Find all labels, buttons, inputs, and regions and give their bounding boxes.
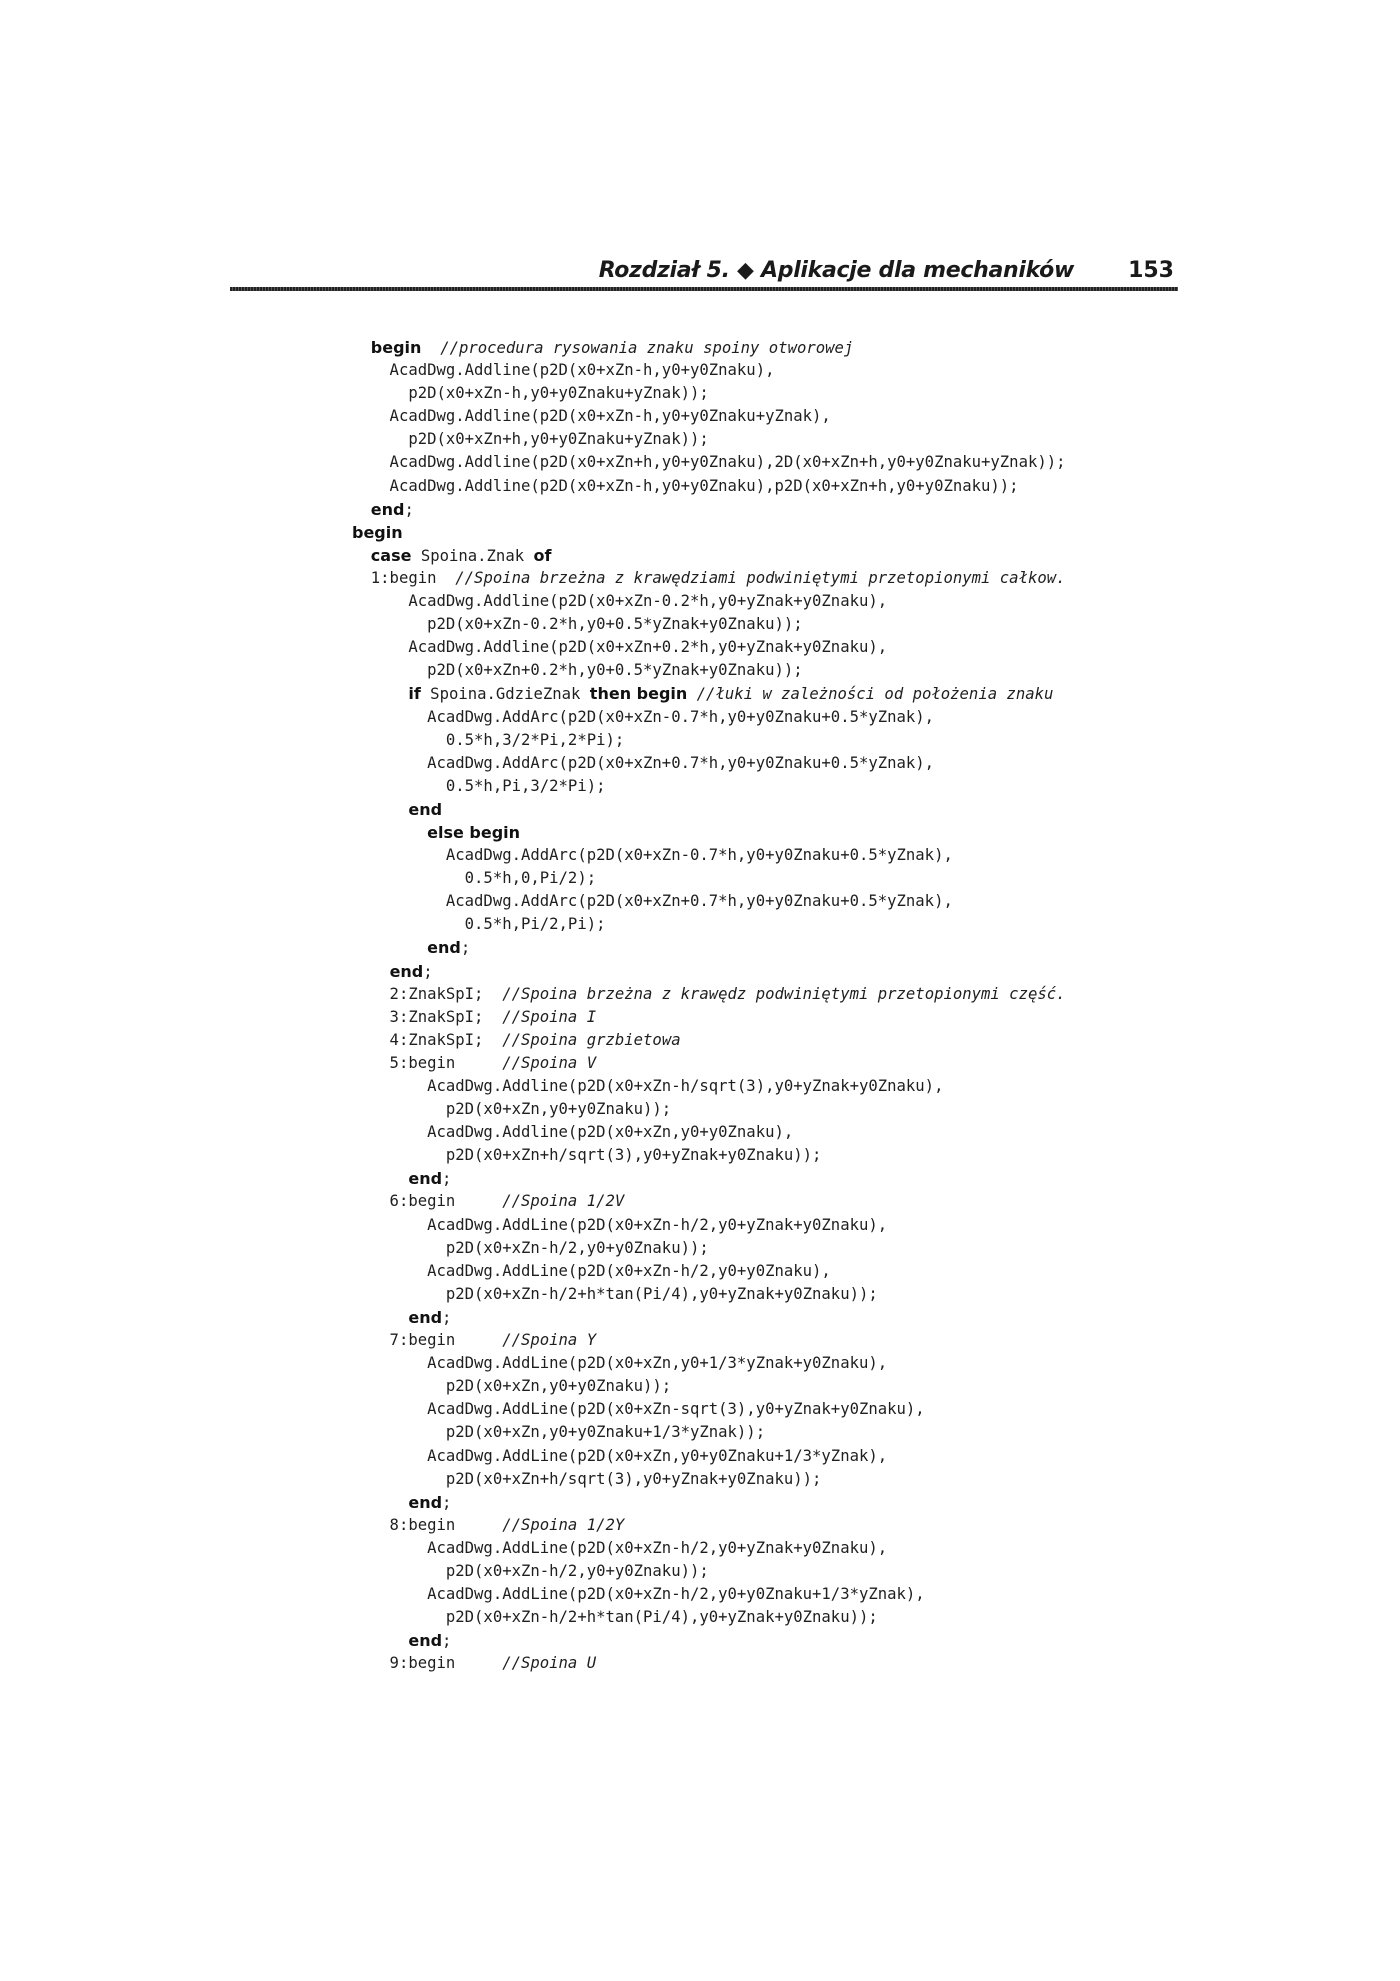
- code-line: [352, 1260, 1152, 1283]
- code-text: [352, 1494, 408, 1512]
- code-comment: //Spoina V: [502, 1053, 597, 1072]
- code-line: [352, 1537, 1152, 1560]
- keyword: then begin: [589, 684, 688, 704]
- code-line: [352, 1329, 1152, 1352]
- code-line: [352, 359, 1152, 382]
- code-text: AcadDwg.Addline(p2D(x0+xZn-h,y0+y0Znaku),: [352, 361, 775, 380]
- code-text: ;: [460, 939, 471, 958]
- code-text: [352, 339, 371, 357]
- code-comment: //Spoina I: [502, 1007, 597, 1026]
- code-line: [352, 1006, 1152, 1029]
- code-text: p2D(x0+xZn,y0+y0Znaku));: [352, 1100, 672, 1119]
- code-text: AcadDwg.AddLine(p2D(x0+xZn,y0+1/3*yZnak+y0Znaku),: [352, 1354, 888, 1373]
- code-line: [352, 960, 1152, 983]
- code-line: [352, 729, 1152, 752]
- code-line: [352, 913, 1152, 936]
- code-line: [352, 1283, 1152, 1306]
- code-text: p2D(x0+xZn-h,y0+y0Znaku+yZnak));: [352, 384, 709, 403]
- keyword: end: [408, 1631, 443, 1651]
- code-comment: //Spoina 1/2Y: [502, 1515, 625, 1534]
- code-text: AcadDwg.Addline(p2D(x0+xZn-h,y0+y0Znaku+yZnak),: [352, 407, 831, 426]
- keyword: case: [370, 545, 412, 565]
- code-text: [352, 963, 390, 981]
- code-text: 7:begin: [352, 1331, 503, 1350]
- code-line: [352, 706, 1152, 729]
- code-text: AcadDwg.Addline(p2D(x0+xZn-h/sqrt(3),y0+yZnak+y0Znaku),: [352, 1077, 944, 1095]
- code-line: [352, 1398, 1152, 1421]
- code-line: [352, 844, 1152, 867]
- code-text: 5:begin: [352, 1053, 503, 1072]
- code-line: [352, 567, 1152, 590]
- code-text: p2D(x0+xZn-h/2+h*tan(Pi/4),y0+yZnak+y0Znaku));: [352, 1284, 878, 1303]
- code-text: [421, 339, 440, 357]
- code-line: [352, 590, 1152, 613]
- header-rule: [230, 287, 1178, 291]
- keyword: of: [533, 545, 552, 565]
- code-text: AcadDwg.AddLine(p2D(x0+xZn-h/2,y0+yZnak+y0Znaku),: [352, 1538, 888, 1557]
- code-text: AcadDwg.Addline(p2D(x0+xZn-h,y0+y0Znaku),p2D(x0+xZn+h,y0+y0Znaku));: [352, 476, 1019, 495]
- code-text: 9:begin: [352, 1654, 503, 1673]
- code-text: ;: [442, 1632, 452, 1651]
- keyword: if: [408, 684, 421, 704]
- code-text: 1:begin: [352, 568, 456, 587]
- code-line: [352, 1167, 1152, 1190]
- code-line: [352, 544, 1152, 567]
- code-line: [352, 1052, 1152, 1075]
- keyword: end: [408, 1492, 443, 1512]
- code-line: [352, 775, 1152, 798]
- code-text: p2D(x0+xZn-h/2,y0+y0Znaku));: [352, 1561, 709, 1580]
- code-text: p2D(x0+xZn-0.2*h,y0+0.5*yZnak+y0Znaku));: [352, 615, 803, 634]
- code-comment: //Spoina brzeżna z krawędziami podwiniętymi przetopionymi całkow.: [455, 568, 1066, 587]
- code-text: AcadDwg.AddArc(p2D(x0+xZn+0.7*h,y0+y0Znaku+0.5*yZnak),: [352, 892, 953, 911]
- code-text: [687, 685, 696, 703]
- code-text: AcadDwg.AddLine(p2D(x0+xZn-h/2,y0+y0Znaku+1/3*yZnak),: [352, 1585, 925, 1604]
- code-text: ;: [442, 1493, 452, 1512]
- code-text: 2:ZnakSpI;: [352, 984, 503, 1003]
- code-text: AcadDwg.AddLine(p2D(x0+xZn-h/2,y0+y0Znaku),: [352, 1261, 831, 1280]
- code-line: [352, 798, 1152, 821]
- code-line: [352, 1352, 1152, 1375]
- code-line: [352, 1629, 1152, 1652]
- code-text: [352, 824, 427, 842]
- code-comment: //Spoina grzbietowa: [502, 1030, 681, 1049]
- code-line: [352, 1237, 1152, 1260]
- code-text: AcadDwg.AddArc(p2D(x0+xZn-0.7*h,y0+y0Znaku+0.5*yZnak),: [352, 707, 935, 726]
- code-line: [352, 983, 1152, 1006]
- keyword: end: [408, 799, 443, 819]
- code-line: [352, 1144, 1152, 1167]
- code-line: [352, 613, 1152, 636]
- code-line: [352, 1121, 1152, 1144]
- code-text: AcadDwg.AddLine(p2D(x0+xZn-h/2,y0+yZnak+y0Znaku),: [352, 1215, 888, 1234]
- code-text: p2D(x0+xZn+h/sqrt(3),y0+yZnak+y0Znaku));: [352, 1469, 822, 1488]
- code-text: [352, 501, 371, 519]
- code-line: [352, 1421, 1152, 1444]
- code-text: AcadDwg.Addline(p2D(x0+xZn-0.2*h,y0+yZnak+y0Znaku),: [352, 592, 888, 611]
- code-line: [352, 1098, 1152, 1121]
- code-text: [352, 801, 408, 819]
- code-line: [352, 1375, 1152, 1398]
- code-text: p2D(x0+xZn-h/2,y0+y0Znaku));: [352, 1238, 709, 1257]
- code-text: AcadDwg.AddLine(p2D(x0+xZn,y0+y0Znaku+1/3*yZnak),: [352, 1446, 888, 1465]
- page-header: [230, 252, 1178, 292]
- code-line: [352, 821, 1152, 844]
- code-line: [352, 1029, 1152, 1052]
- code-text: AcadDwg.Addline(p2D(x0+xZn+0.2*h,y0+yZnak+y0Znaku),: [352, 638, 888, 657]
- code-text: p2D(x0+xZn,y0+y0Znaku+1/3*yZnak));: [352, 1423, 766, 1442]
- code-line: [352, 752, 1152, 775]
- keyword: end: [370, 499, 405, 519]
- code-listing: [352, 336, 1152, 1675]
- code-comment: //Spoina U: [502, 1654, 597, 1673]
- code-text: [352, 1309, 408, 1327]
- chapter-title: Rozdział 5. ◆ Aplikacje dla mechaników: [598, 258, 1074, 283]
- code-text: ;: [423, 962, 433, 981]
- code-line: [352, 1214, 1152, 1237]
- code-line: [352, 682, 1152, 705]
- code-text: [352, 547, 371, 565]
- code-comment: //Spoina Y: [502, 1331, 597, 1350]
- code-text: 3:ZnakSpI;: [352, 1007, 503, 1026]
- code-line: [352, 1583, 1152, 1606]
- code-text: [352, 939, 427, 957]
- code-line: [352, 405, 1152, 428]
- code-text: AcadDwg.AddArc(p2D(x0+xZn+0.7*h,y0+y0Znaku+0.5*yZnak),: [352, 753, 935, 772]
- code-line: [352, 1514, 1152, 1537]
- code-text: p2D(x0+xZn,y0+y0Znaku));: [352, 1377, 672, 1396]
- code-line: [352, 1445, 1152, 1468]
- code-line: [352, 659, 1152, 682]
- code-line: [352, 636, 1152, 659]
- keyword: begin: [370, 338, 422, 357]
- keyword: begin: [352, 522, 403, 542]
- code-text: Spoina.Znak: [411, 546, 534, 565]
- keyword: else begin: [427, 822, 521, 842]
- code-line: [352, 336, 1152, 359]
- code-line: [352, 428, 1152, 451]
- code-line: [352, 498, 1152, 521]
- code-text: ;: [442, 1308, 452, 1327]
- code-text: [352, 1632, 408, 1650]
- code-line: [352, 1491, 1152, 1514]
- code-text: p2D(x0+xZn-h/2+h*tan(Pi/4),y0+yZnak+y0Znaku));: [352, 1608, 878, 1627]
- code-line: [352, 1190, 1152, 1213]
- keyword: end: [408, 1169, 443, 1189]
- code-comment: //Spoina brzeżna z krawędz podwiniętymi przetopionymi część.: [502, 984, 1066, 1003]
- code-text: [352, 1170, 408, 1188]
- code-text: 0.5*h,3/2*Pi,2*Pi);: [352, 730, 625, 749]
- code-text: p2D(x0+xZn+0.2*h,y0+0.5*yZnak+y0Znaku));: [352, 661, 803, 680]
- page-number: 153: [1128, 258, 1174, 283]
- code-text: AcadDwg.AddArc(p2D(x0+xZn-0.7*h,y0+y0Znaku+0.5*yZnak),: [352, 846, 953, 865]
- code-line: [352, 1468, 1152, 1491]
- code-comment: //łuki w zależności od położenia znaku: [696, 685, 1054, 704]
- code-text: 0.5*h,Pi/2,Pi);: [352, 915, 606, 934]
- code-line: [352, 890, 1152, 913]
- code-text: 6:begin: [352, 1192, 503, 1211]
- code-line: [352, 1075, 1152, 1098]
- code-line: [352, 382, 1152, 405]
- code-line: [352, 1306, 1152, 1329]
- code-text: 8:begin: [352, 1515, 503, 1534]
- code-text: AcadDwg.AddLine(p2D(x0+xZn-sqrt(3),y0+yZnak+y0Znaku),: [352, 1400, 925, 1419]
- code-text: 0.5*h,0,Pi/2);: [352, 869, 597, 888]
- code-text: ;: [404, 500, 414, 519]
- code-text: 4:ZnakSpI;: [352, 1030, 503, 1049]
- code-comment: //procedura rysowania znaku spoiny otworowej: [440, 339, 854, 357]
- code-line: [352, 936, 1152, 959]
- code-comment: //Spoina 1/2V: [502, 1192, 625, 1211]
- code-text: p2D(x0+xZn+h/sqrt(3),y0+yZnak+y0Znaku));: [352, 1146, 822, 1165]
- code-line: [352, 1652, 1152, 1675]
- code-text: AcadDwg.Addline(p2D(x0+xZn,y0+y0Znaku),: [352, 1123, 794, 1142]
- code-line: [352, 451, 1152, 474]
- code-text: p2D(x0+xZn+h,y0+y0Znaku+yZnak));: [352, 430, 709, 449]
- code-text: Spoina.GdzieZnak: [420, 685, 590, 704]
- code-line: [352, 867, 1152, 890]
- keyword: end: [408, 1307, 443, 1327]
- code-text: [352, 685, 408, 703]
- code-text: ;: [442, 1170, 452, 1189]
- code-line: [352, 475, 1152, 498]
- code-line: [352, 521, 1152, 544]
- code-text: AcadDwg.Addline(p2D(x0+xZn+h,y0+y0Znaku),2D(x0+xZn+h,y0+y0Znaku+yZnak));: [352, 453, 1066, 472]
- code-line: [352, 1560, 1152, 1583]
- code-line: [352, 1606, 1152, 1629]
- keyword: end: [389, 961, 424, 981]
- keyword: end: [427, 938, 461, 958]
- code-text: 0.5*h,Pi,3/2*Pi);: [352, 776, 606, 795]
